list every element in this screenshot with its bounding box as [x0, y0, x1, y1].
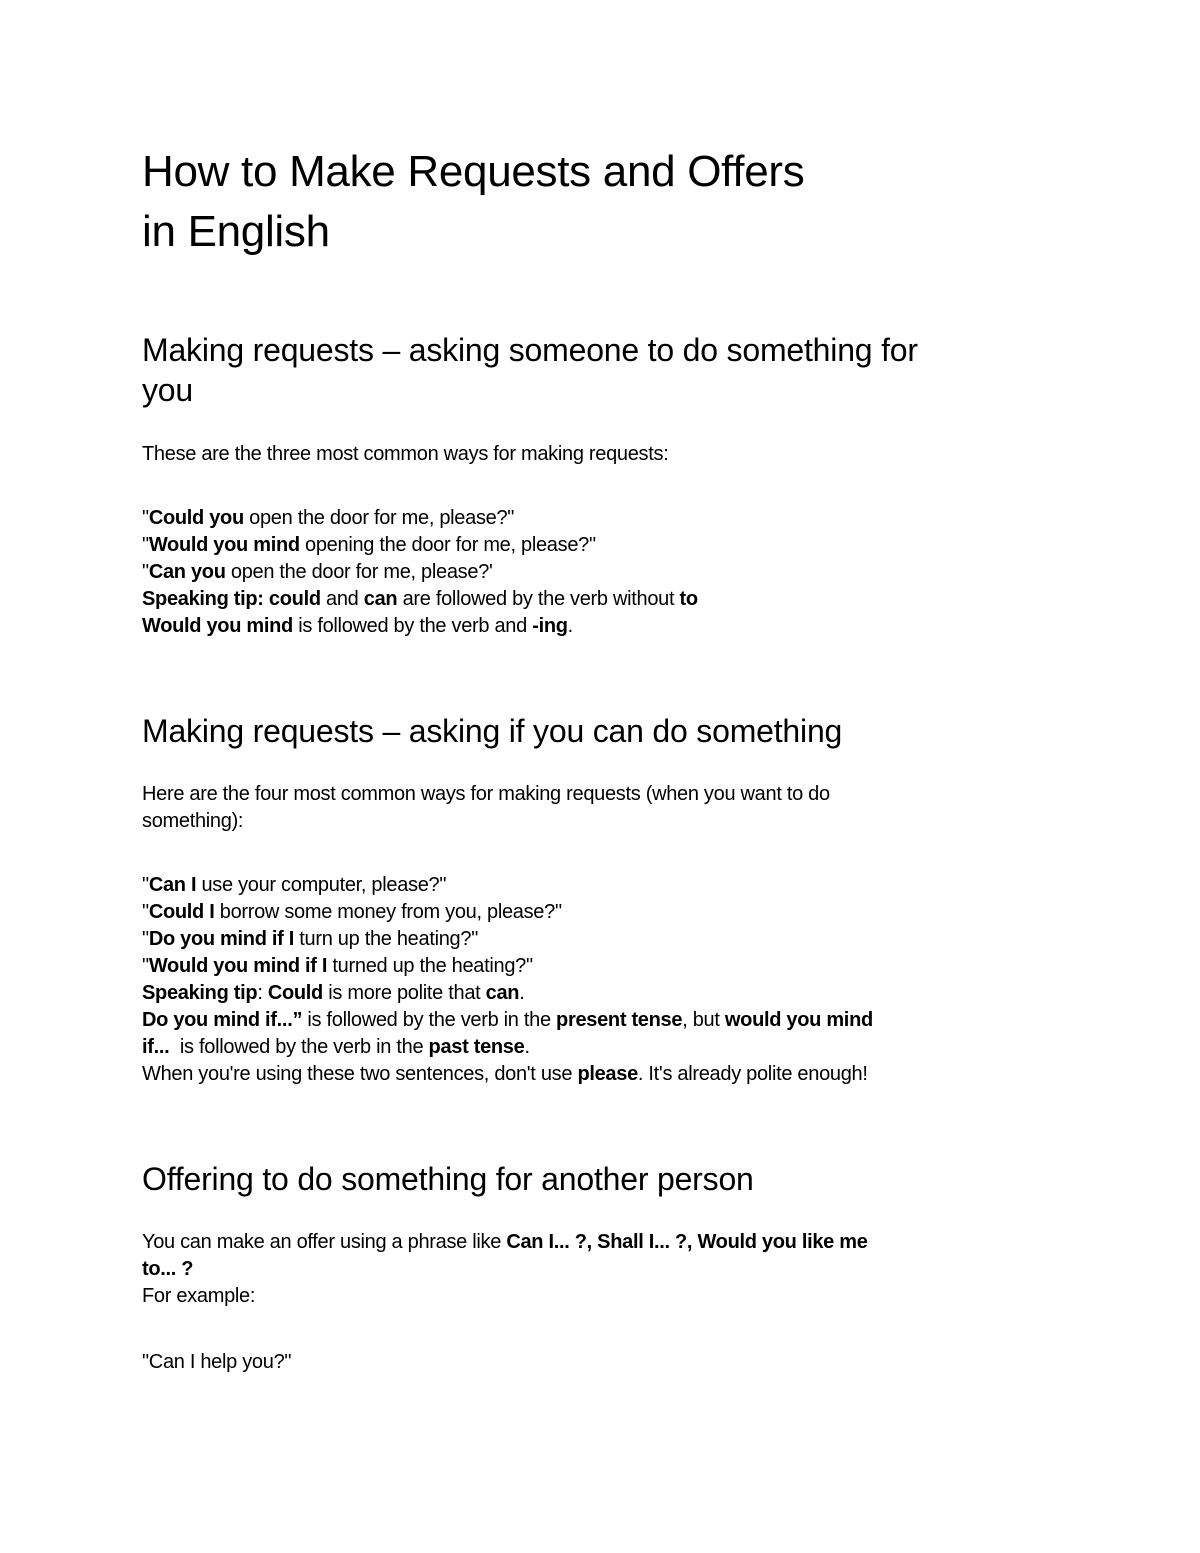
offer-description: [142, 1229, 1047, 1310]
text: turn up the heating?": [294, 928, 478, 950]
section-intro: [142, 781, 1047, 835]
section-heading-requests-someone: [142, 330, 1042, 410]
text-line: [142, 1034, 1047, 1061]
bold-text: Could: [267, 982, 323, 1004]
text: .: [519, 982, 525, 1004]
bold-text: Do you mind if...”: [142, 1009, 303, 1031]
bold-text: to... ?: [142, 1258, 194, 1280]
text: turned up the heating?": [327, 955, 533, 977]
text-line: [142, 1229, 1047, 1256]
bold-text: Would you mind if I: [148, 955, 328, 977]
document-title: [142, 142, 804, 262]
title-line-2: in English: [142, 207, 330, 256]
intro-line: Here are the four most common ways for making requests (when you want to do: [142, 783, 830, 805]
section-intro: These are the three most common ways for making requests:: [142, 443, 669, 465]
text: .: [524, 1036, 530, 1058]
bold-text: Do you mind if I: [148, 928, 295, 950]
bold-text: to: [679, 588, 698, 610]
text: is followed by the verb in the: [302, 1009, 557, 1031]
text-line: [142, 953, 1047, 980]
text: :: [257, 982, 268, 1004]
text-line: [142, 1283, 1047, 1310]
heading-line: Making requests – asking if you can do something: [142, 713, 843, 749]
bold-text: can: [363, 588, 398, 610]
bold-text: Can I: [148, 874, 197, 896]
text: ": [142, 955, 149, 977]
bold-text: can: [485, 982, 520, 1004]
section-heading-offering: [142, 1159, 1042, 1199]
text: ": [142, 901, 149, 923]
text-line: [142, 613, 1047, 640]
text: ": [142, 874, 149, 896]
text-line: [142, 899, 1047, 926]
text-line: [142, 926, 1047, 953]
bold-text: -ing: [532, 615, 568, 637]
text: For example:: [142, 1285, 256, 1307]
text: When you're using these two sentences, don't use: [142, 1063, 578, 1085]
text-line: [142, 559, 1047, 586]
text: ": [142, 561, 149, 583]
text-line: [142, 586, 1047, 613]
text-line: [142, 505, 1047, 532]
text-line: [142, 532, 1047, 559]
intro-line: something):: [142, 810, 244, 832]
text: is followed by the verb and: [292, 615, 533, 637]
text: is followed by the verb in the: [169, 1036, 429, 1058]
text-line: [142, 1061, 1047, 1088]
text: ": [142, 534, 149, 556]
heading-line: Offering to do something for another person: [142, 1161, 754, 1197]
heading-line: you: [142, 372, 193, 408]
text: is more polite that: [322, 982, 486, 1004]
heading-line: Making requests – asking someone to do something for: [142, 332, 918, 368]
section-heading-requests-self: [142, 711, 1042, 751]
text: open the door for me, please?': [225, 561, 493, 583]
bold-text: Could I: [148, 901, 215, 923]
text: . It's already polite enough!: [637, 1063, 868, 1085]
text-line: [142, 1256, 1047, 1283]
bold-text: if...: [142, 1036, 170, 1058]
bold-text: would you mind: [724, 1009, 873, 1031]
text: ": [142, 928, 149, 950]
text-line: [142, 1007, 1047, 1034]
bold-text: Could you: [148, 507, 244, 529]
text: use your computer, please?": [196, 874, 447, 896]
text: open the door for me, please?": [243, 507, 515, 529]
bold-text: Speaking tip: [142, 982, 258, 1004]
bold-text: Speaking tip: could: [142, 588, 321, 610]
text: ": [142, 507, 149, 529]
text-line: [142, 980, 1047, 1007]
bold-text: Would you mind: [148, 534, 300, 556]
bold-text: Can you: [148, 561, 226, 583]
text-line: [142, 872, 1047, 899]
text: You can make an offer using a phrase like: [142, 1231, 507, 1253]
text: , but: [682, 1009, 725, 1031]
bold-text: Would you mind: [142, 615, 293, 637]
text: are followed by the verb without: [397, 588, 680, 610]
text: borrow some money from you, please?": [214, 901, 562, 923]
text: .: [567, 615, 573, 637]
bold-text: Can I... ?, Shall I... ?, Would you like me: [506, 1231, 868, 1253]
bold-text: past tense: [428, 1036, 525, 1058]
example-list: [142, 505, 1047, 640]
text: opening the door for me, please?": [299, 534, 596, 556]
bold-text: please: [577, 1063, 638, 1085]
title-line-1: How to Make Requests and Offers: [142, 147, 805, 196]
text: and: [320, 588, 364, 610]
offer-example: "Can I help you?": [142, 1351, 292, 1373]
example-list: [142, 872, 1047, 1088]
bold-text: present tense: [556, 1009, 683, 1031]
